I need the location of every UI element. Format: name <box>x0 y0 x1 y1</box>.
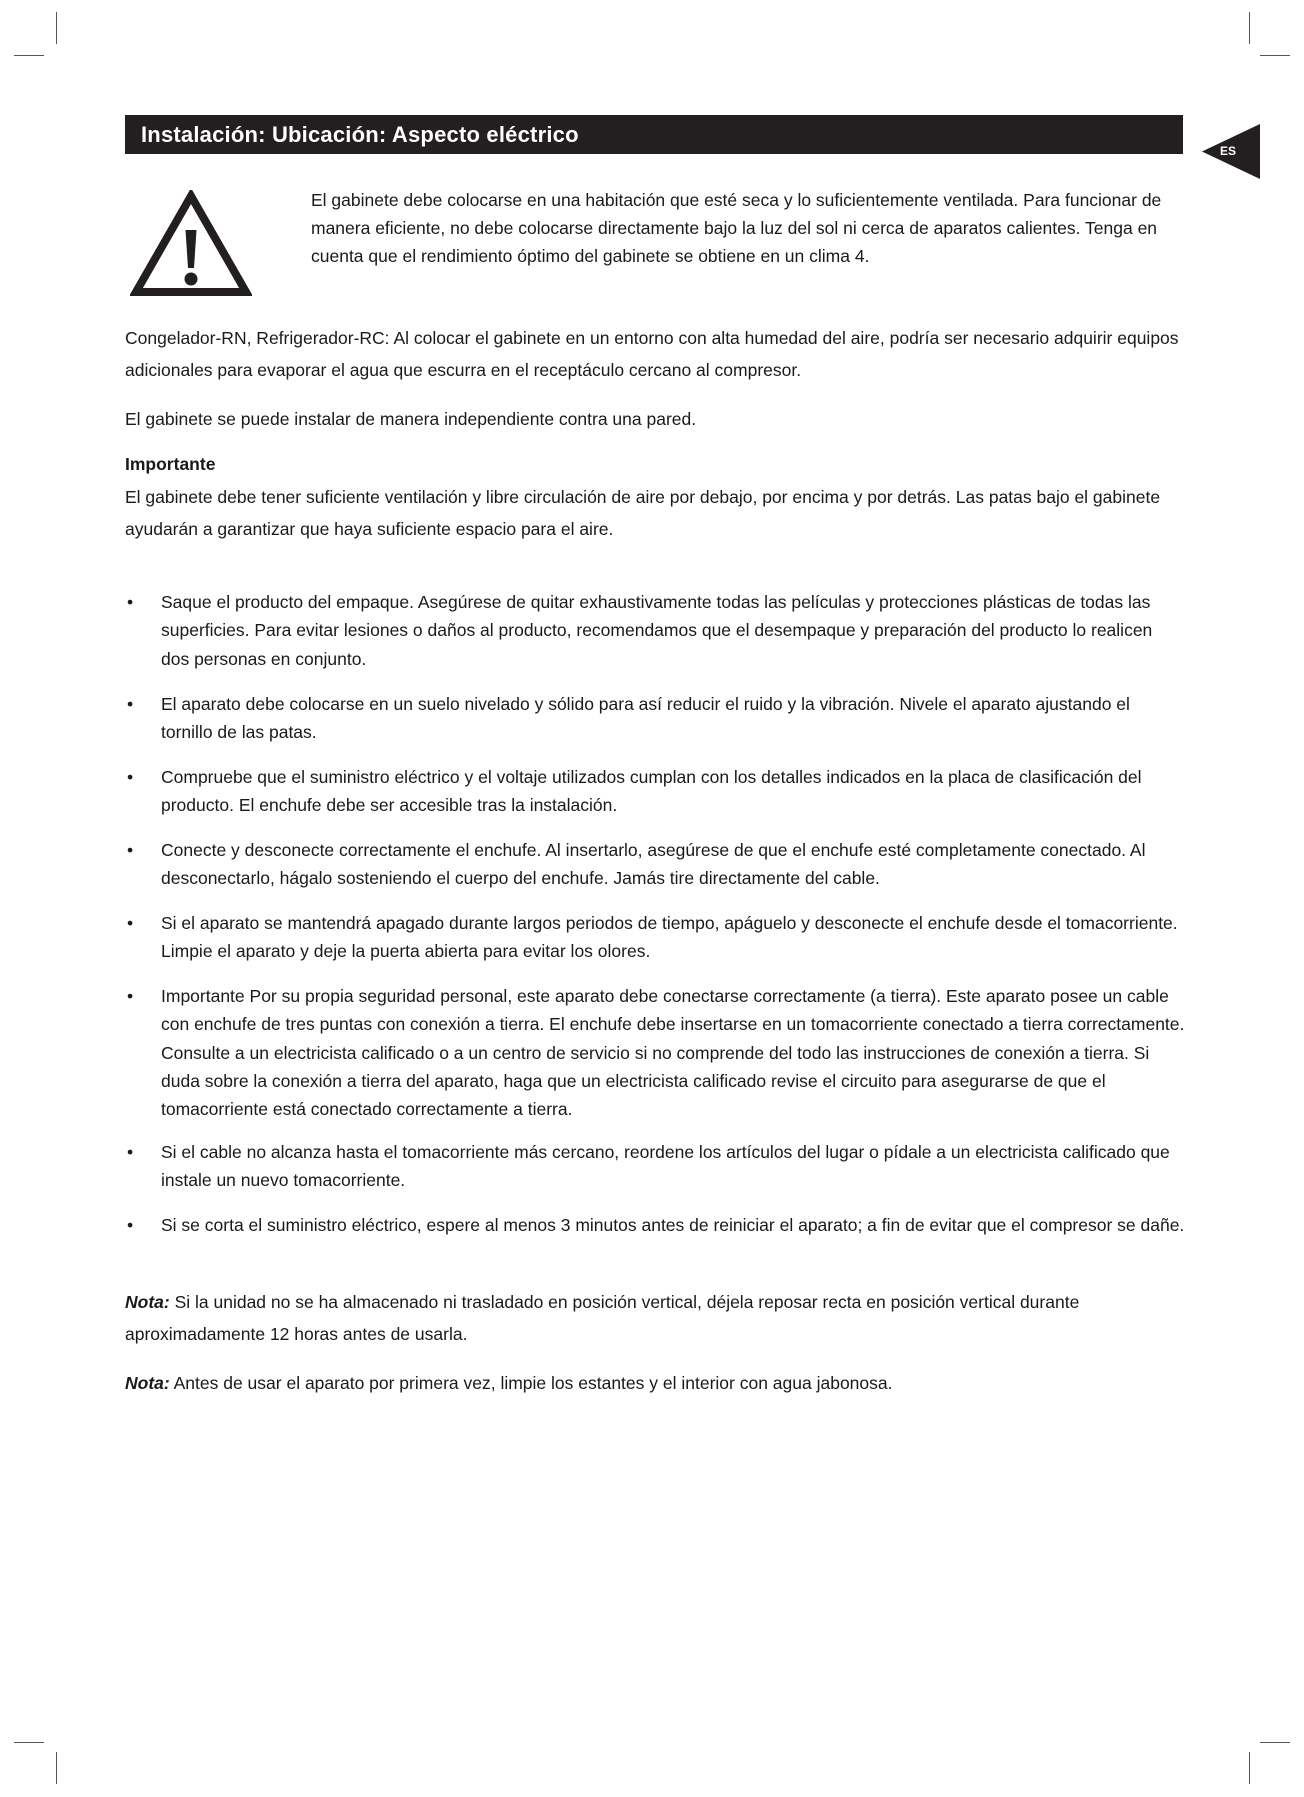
bullet-symbol: • <box>127 913 134 933</box>
note-label: Nota: <box>125 1373 170 1393</box>
bullet-symbol: • <box>127 1215 134 1235</box>
note-paragraph <box>125 1367 1185 1399</box>
bullet-symbol: • <box>127 694 134 714</box>
warning-triangle-icon <box>130 190 252 298</box>
bullet-symbol: • <box>127 1142 134 1162</box>
language-tab-label: ES <box>1219 144 1236 158</box>
list-item-text: El aparato debe colocarse en un suelo nivelado y sólido para así reducir el ruido y la vibración. Nivele el aparato ajustando el tornillo de las patas. <box>161 694 1130 743</box>
bullet-symbol: • <box>127 840 134 860</box>
list-item-text: Compruebe que el suministro eléctrico y el voltaje utilizados cumplan con los detalles indicados en la placa de clasificación del producto. El enchufe debe ser accesible tras la instalación. <box>161 767 1142 816</box>
note-text: Antes de usar el aparato por primera vez, limpie los estantes y el interior con agua jabonosa. <box>169 1373 893 1393</box>
important-heading: Importante <box>125 454 216 474</box>
list-item <box>125 690 1185 747</box>
crop-mark-top-left-v <box>56 12 57 44</box>
crop-mark-top-left-h <box>14 55 44 56</box>
list-item <box>125 909 1185 966</box>
crop-mark-bottom-right-h <box>1260 1742 1290 1743</box>
list-item-text: Conecte y desconecte correctamente el enchufe. Al insertarlo, asegúrese de que el enchufe esté completamente conectado. Al desconectarlo, hágalo sosteniendo el cuerpo del enchufe. Jamás tire directamente del cable. <box>161 840 1146 889</box>
crop-mark-top-right-h <box>1260 55 1290 56</box>
note-paragraph <box>125 1286 1185 1350</box>
note-text: Si la unidad no se ha almacenado ni trasladado en posición vertical, déjela reposar recta en posición vertical durante aproximadamente 12 horas antes de usarla. <box>125 1292 1080 1344</box>
list-item-text: Si se corta el suministro eléctrico, espere al menos 3 minutos antes de reiniciar el aparato; a fin de evitar que el compresor se dañe. <box>161 1215 1185 1235</box>
crop-mark-bottom-left-v <box>56 1752 57 1784</box>
important-paragraph: El gabinete debe tener suficiente ventilación y libre circulación de aire por debajo, por encima y por detrás. Las patas bajo el gabinete ayudarán a garantizar que haya suficiente espacio para el aire. <box>125 487 1161 539</box>
list-item-text: Importante Por su propia seguridad personal, este aparato debe conectarse correctamente (a tierra). Este aparato posee un cable con enchufe de tres puntas con conexión a tierra. El enchufe debe insertarse en un tomacorriente conectado a tierra correctamente. Consulte a un electricista calificado o a un centro de servicio si no comprende del todo las instrucciones de conexión a tierra. Si duda sobre la conexión a tierra del aparato, haga que un electricista calificado revise el circuito para asegurarse de que el tomacorriente está conectado correctamente a tierra. <box>161 986 1185 1120</box>
list-item <box>125 588 1185 673</box>
bullet-symbol: • <box>127 592 134 612</box>
section-title: Instalación: Ubicación: Aspecto eléctrico <box>141 122 579 147</box>
list-item <box>125 1211 1185 1239</box>
wall-paragraph: El gabinete se puede instalar de manera independiente contra una pared. <box>125 409 697 429</box>
crop-mark-bottom-left-h <box>14 1742 44 1743</box>
list-item <box>125 982 1185 1123</box>
note-label: Nota: <box>125 1292 170 1312</box>
bullet-symbol: • <box>127 986 134 1006</box>
list-item-text: Saque el producto del empaque. Asegúrese de quitar exhaustivamente todas las películas y protecciones plásticas de todas las superficies. Para evitar lesiones o daños al producto, recomendamos que el desempaque y preparación del producto lo realicen dos personas en conjunto. <box>161 592 1153 669</box>
humidity-paragraph: Congelador-RN, Refrigerador-RC: Al colocar el gabinete en un entorno con alta humedad del aire, podría ser necesario adquirir equipos adicionales para evaporar el agua que escurra en el receptáculo cercano al compresor. <box>125 328 1179 380</box>
crop-mark-bottom-right-v <box>1249 1752 1250 1784</box>
section-header <box>125 115 1183 154</box>
list-item-text: Si el cable no alcanza hasta el tomacorriente más cercano, reordene los artículos del lugar o pídale a un electricista calificado que instale un nuevo tomacorriente. <box>161 1142 1170 1191</box>
list-item <box>125 1138 1185 1195</box>
list-item <box>125 763 1185 820</box>
intro-paragraph: El gabinete debe colocarse en una habitación que esté seca y lo suficientemente ventilada. Para funcionar de manera eficiente, no debe colocarse directamente bajo la luz del sol ni cerca de aparatos calientes. Tenga en cuenta que el rendimiento óptimo del gabinete se obtiene en un clima 4. <box>311 190 1162 266</box>
list-item-text: Si el aparato se mantendrá apagado durante largos periodos de tiempo, apáguelo y desconecte el enchufe desde el tomacorriente. Limpie el aparato y deje la puerta abierta para evitar los olores. <box>161 913 1178 962</box>
list-item <box>125 836 1185 893</box>
crop-mark-top-right-v <box>1249 12 1250 44</box>
bullet-symbol: • <box>127 767 134 787</box>
